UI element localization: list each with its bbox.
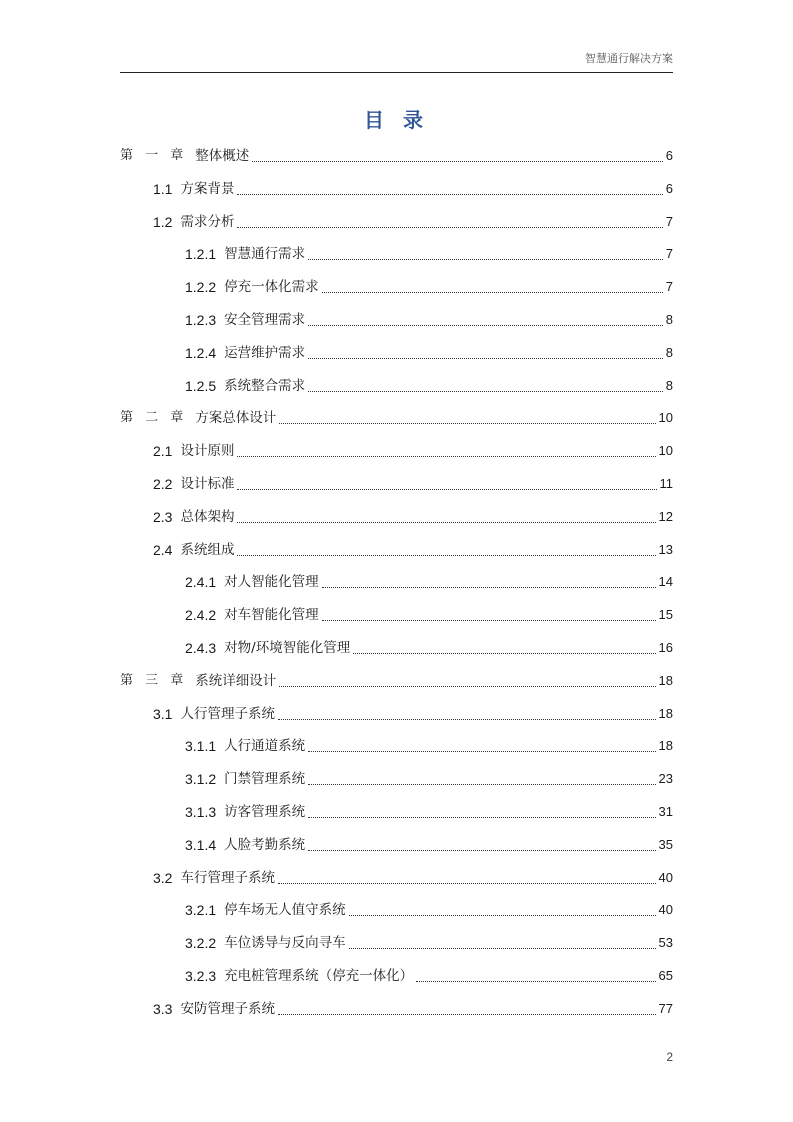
toc-entry[interactable] <box>120 145 673 167</box>
toc-dot-leader <box>237 226 662 228</box>
toc-entry[interactable] <box>185 899 673 921</box>
toc-entry-title: 安防管理子系统 <box>180 1000 275 1017</box>
toc-entry-title: 门禁管理系统 <box>224 771 306 788</box>
toc-dot-leader <box>308 258 663 260</box>
toc-entry-page: 12 <box>658 508 673 524</box>
toc-entry-title: 人行通道系统 <box>224 738 306 755</box>
toc-entry-number: 第 三 章 <box>120 672 188 688</box>
toc-dot-leader <box>416 980 655 982</box>
toc-entry-number: 2.4.3 <box>185 640 217 656</box>
toc-entry-page: 23 <box>658 771 673 787</box>
toc-dot-leader <box>237 455 655 457</box>
toc-entry-page: 8 <box>665 312 673 327</box>
toc-dot-leader <box>308 849 655 851</box>
toc-entry-title: 车行管理子系统 <box>180 869 275 886</box>
toc-entry-title: 充电桩管理系统（停充一体化） <box>224 968 414 984</box>
toc-entry-page: 40 <box>658 869 673 885</box>
toc-entry-title: 设计标准 <box>180 476 235 492</box>
toc-entry-page: 18 <box>658 672 673 688</box>
toc-entry-page: 8 <box>665 344 673 360</box>
toc-dot-leader <box>237 193 662 195</box>
toc-entry-number: 1.2.1 <box>185 246 217 263</box>
toc-dot-leader <box>279 422 655 424</box>
toc-entry-page: 18 <box>658 738 673 754</box>
toc-entry-number: 3.2.2 <box>185 935 217 952</box>
toc-entry-page: 31 <box>658 804 673 819</box>
toc-dot-leader <box>349 947 656 949</box>
toc-entry[interactable] <box>153 998 673 1020</box>
toc-entry[interactable] <box>185 243 673 265</box>
toc-dot-leader <box>308 750 655 752</box>
toc-entry-number: 第 一 章 <box>120 148 188 163</box>
toc-entry-page: 35 <box>658 836 673 852</box>
toc-dot-leader <box>322 619 656 621</box>
toc-entry-title: 安全管理需求 <box>224 312 306 328</box>
toc-entry-number: 3.1.4 <box>185 836 217 853</box>
toc-entry[interactable] <box>153 506 673 528</box>
toc-entry-number: 3.2.1 <box>185 902 217 919</box>
toc-entry[interactable] <box>153 867 673 889</box>
toc-entry[interactable] <box>120 407 673 429</box>
toc-entry-title: 系统整合需求 <box>224 377 306 394</box>
toc-dot-leader <box>322 586 656 588</box>
toc-entry[interactable] <box>185 309 673 331</box>
toc-entry-number: 2.2 <box>153 476 173 492</box>
toc-entry-number: 2.4.2 <box>185 607 217 624</box>
toc-entry[interactable] <box>185 276 673 298</box>
toc-entry[interactable] <box>185 801 673 823</box>
toc-entry[interactable] <box>185 768 673 790</box>
toc-entry-page: 65 <box>658 968 673 983</box>
toc-entry-number: 2.1 <box>153 443 173 460</box>
toc-entry-number: 3.1.2 <box>185 771 217 788</box>
toc-entry[interactable] <box>185 604 673 626</box>
toc-dot-leader <box>322 291 663 293</box>
toc-entry-title: 整体概述 <box>195 148 250 164</box>
toc-entry-page: 8 <box>665 377 673 393</box>
toc-entry-number: 第 二 章 <box>120 410 188 426</box>
toc-entry[interactable] <box>185 932 673 954</box>
toc-entry-page: 7 <box>665 213 673 229</box>
toc-entry-title: 方案总体设计 <box>195 410 277 427</box>
toc-entry-page: 15 <box>658 607 673 623</box>
toc-dot-leader <box>308 357 663 359</box>
toc-entry-number: 2.3 <box>153 508 173 525</box>
toc-entry-title: 对物/环境智能化管理 <box>224 640 351 656</box>
toc-dot-leader <box>278 882 656 884</box>
page-header <box>120 50 673 73</box>
toc-dot-leader <box>279 685 655 687</box>
toc-entry-number: 3.2.3 <box>185 968 217 984</box>
page-number: 2 <box>666 1050 673 1064</box>
toc-entry-title: 总体架构 <box>180 508 235 525</box>
toc-dot-leader <box>278 718 656 720</box>
toc-entry-page: 16 <box>658 640 673 655</box>
toc-entry-title: 车位诱导与反向寻车 <box>224 935 346 952</box>
toc-entry-page: 18 <box>658 705 673 721</box>
toc-entry-number: 2.4.1 <box>185 574 217 591</box>
toc-entry-page: 11 <box>659 476 673 491</box>
toc-entry-page: 53 <box>658 935 673 951</box>
toc-entry-title: 设计原则 <box>180 443 235 460</box>
toc-entry-number: 3.1 <box>153 705 173 722</box>
toc-entry-page: 14 <box>658 574 673 590</box>
toc-entry-page: 6 <box>665 180 673 196</box>
toc-entry-title: 运营维护需求 <box>224 344 306 361</box>
toc-entry[interactable] <box>185 637 673 659</box>
header-title: 智慧通行解决方案 <box>585 52 673 65</box>
toc-dot-leader <box>237 488 656 490</box>
toc-dot-leader <box>308 783 655 785</box>
toc-entry-number: 1.2.3 <box>185 312 217 328</box>
toc-entry[interactable] <box>153 539 673 561</box>
toc-entry[interactable] <box>185 735 673 757</box>
toc-entry[interactable] <box>153 211 673 233</box>
toc-entry[interactable] <box>185 342 673 364</box>
toc-entry-number: 3.2 <box>153 869 173 886</box>
toc-entry-title: 人行管理子系统 <box>180 705 275 722</box>
toc-dot-leader <box>308 816 655 818</box>
toc-entry-number: 3.1.3 <box>185 804 217 820</box>
toc-entry-page: 13 <box>658 541 673 557</box>
toc-entry-page: 6 <box>665 148 673 163</box>
toc-entry-number: 1.2 <box>153 213 173 230</box>
toc-entry-title: 系统组成 <box>180 541 235 558</box>
toc-entry-title: 对车智能化管理 <box>224 607 319 624</box>
toc-entry[interactable] <box>153 473 673 495</box>
toc-dot-leader <box>252 160 663 162</box>
toc-entry-number: 2.4 <box>153 541 173 558</box>
toc-entry[interactable] <box>153 440 673 462</box>
toc-entry-title: 停充一体化需求 <box>224 279 319 296</box>
toc-entry[interactable] <box>153 703 673 725</box>
toc-entry-page: 10 <box>658 410 673 426</box>
toc-entry-page: 7 <box>665 279 673 295</box>
toc-entry-number: 1.1 <box>153 180 173 197</box>
toc-entry-number: 1.2.4 <box>185 344 217 361</box>
toc-entry-number: 1.2.2 <box>185 279 217 296</box>
toc-dot-leader <box>237 554 655 556</box>
toc-entry-title: 停车场无人值守系统 <box>224 902 346 919</box>
toc-entry[interactable] <box>120 670 673 692</box>
toc-entry-page: 40 <box>658 902 673 918</box>
toc-entry-title: 系统详细设计 <box>195 672 277 689</box>
toc-entry-page: 10 <box>658 443 673 459</box>
toc-entry[interactable] <box>185 965 673 987</box>
toc-dot-leader <box>278 1013 656 1015</box>
toc-entry[interactable] <box>185 375 673 397</box>
toc-entry-page: 7 <box>665 246 673 262</box>
toc-entry-number: 1.2.5 <box>185 377 217 394</box>
toc-entry-page: 77 <box>658 1000 673 1016</box>
toc-entry[interactable] <box>185 571 673 593</box>
toc-title: 目 录 <box>364 108 429 132</box>
toc-dot-leader <box>349 914 656 916</box>
toc-entry-title: 对人智能化管理 <box>224 574 319 591</box>
toc-entry-title: 方案背景 <box>180 180 235 197</box>
toc-dot-leader <box>237 521 655 523</box>
toc-dot-leader <box>353 652 655 654</box>
toc-dot-leader <box>308 324 663 326</box>
toc-entry-title: 访客管理系统 <box>224 804 306 820</box>
toc-entry-title: 需求分析 <box>180 213 235 230</box>
toc-dot-leader <box>308 390 663 392</box>
toc-entry-number: 3.1.1 <box>185 738 217 755</box>
toc-entry-title: 智慧通行需求 <box>224 246 306 263</box>
toc-entry-title: 人脸考勤系统 <box>224 836 306 853</box>
toc-entry[interactable] <box>185 834 673 856</box>
toc-entry[interactable] <box>153 178 673 200</box>
toc-entry-number: 3.3 <box>153 1000 173 1017</box>
